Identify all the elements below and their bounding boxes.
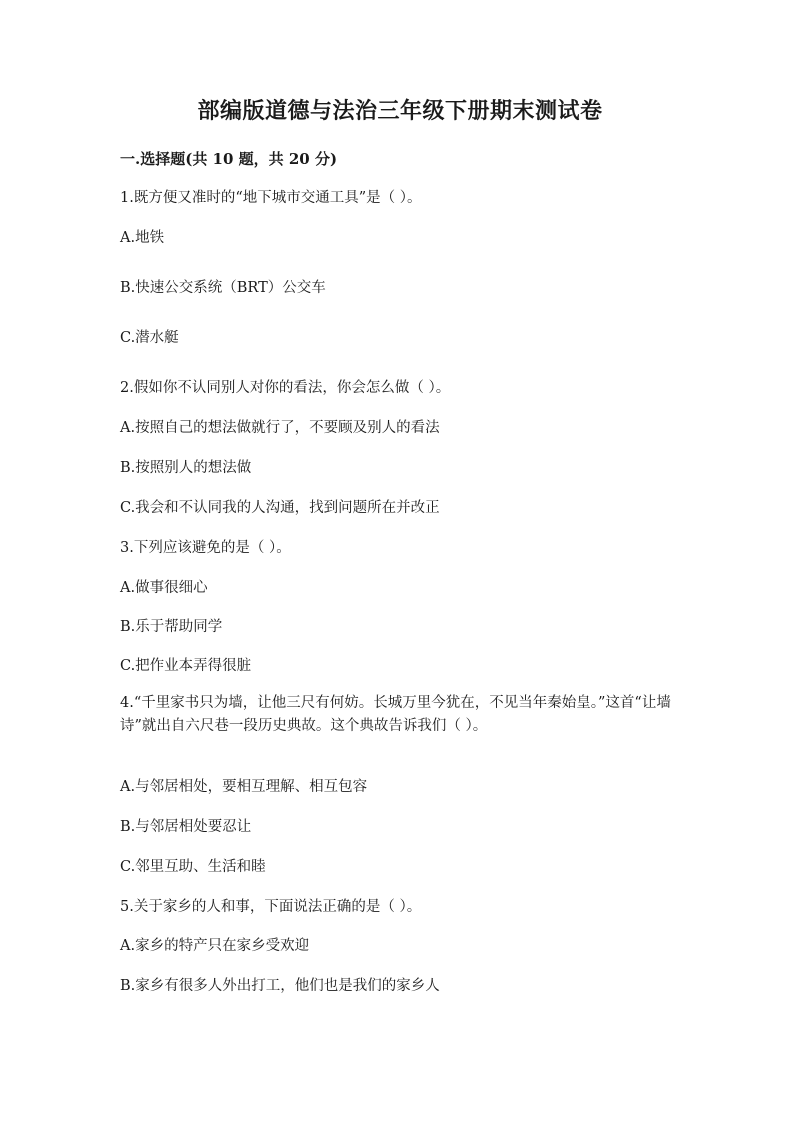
- option-a: A.地铁: [120, 230, 165, 246]
- option-b: B.家乡有很多人外出打工，他们也是我们的家乡人: [120, 978, 440, 994]
- question-stem: 4.“千里家书只为墙，让他三尺有何妨。长城万里今犹在，不见当年秦始皇。”这首“让墙诗”就出自六尺巷一段历史典故。这个典故告诉我们（ ）。: [120, 695, 671, 734]
- question-stem: 2.假如你不认同别人对你的看法，你会怎么做（ ）。: [120, 380, 451, 396]
- option-c: C.我会和不认同我的人沟通，找到问题所在并改正: [120, 500, 440, 516]
- option-c: C.潜水艇: [120, 330, 179, 346]
- option-c: C.邻里互助、生活和睦: [120, 859, 266, 875]
- option-b: B.快速公交系统（BRT）公交车: [120, 280, 326, 296]
- option-c: C.把作业本弄得很脏: [120, 658, 252, 674]
- option-a: A.家乡的特产只在家乡受欢迎: [120, 938, 310, 954]
- question-stem: 1.既方便又准时的“地下城市交通工具”是（ ）。: [120, 190, 422, 206]
- option-a: A.按照自己的想法做就行了，不要顾及别人的看法: [120, 420, 440, 436]
- question-stem: 5.关于家乡的人和事，下面说法正确的是（ ）。: [120, 899, 422, 915]
- option-a: A.与邻居相处，要相互理解、相互包容: [120, 779, 368, 795]
- page-title: 部编版道德与法治三年级下册期末测试卷: [197, 98, 603, 124]
- option-b: B.按照别人的想法做: [120, 460, 252, 476]
- option-b: B.乐于帮助同学: [120, 619, 223, 635]
- option-b: B.与邻居相处要忍让: [120, 819, 252, 835]
- option-a: A.做事很细心: [120, 580, 208, 596]
- question-stem: 3.下列应该避免的是（ ）。: [120, 540, 291, 556]
- section-heading: 一.选择题(共 10 题，共 20 分): [120, 150, 338, 168]
